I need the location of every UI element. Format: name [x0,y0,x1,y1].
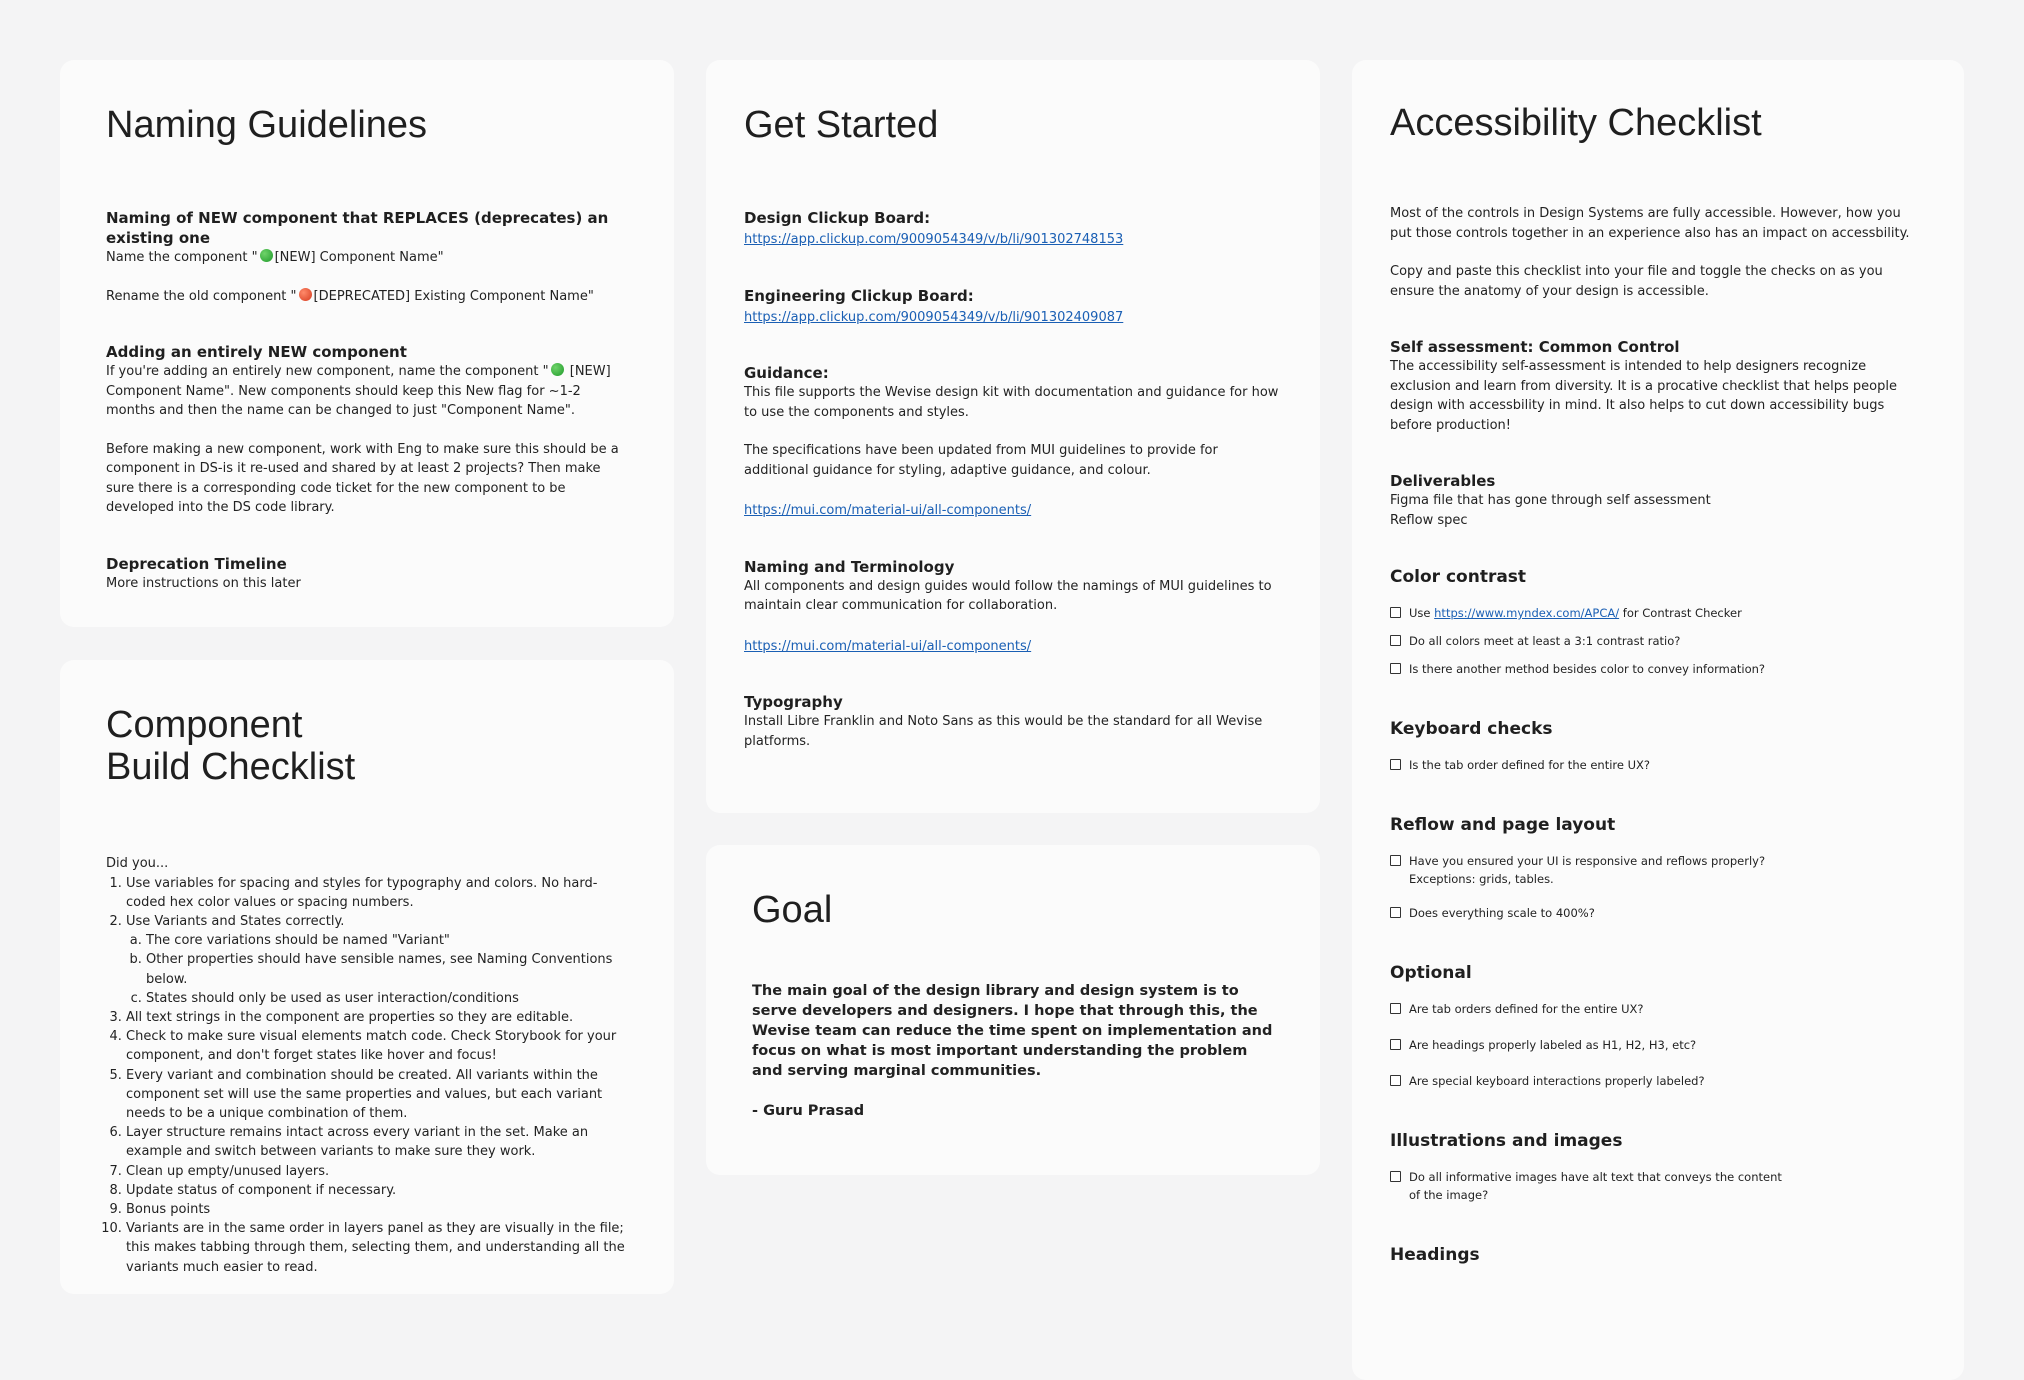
list-item: 2. Use Variants and States correctly. a. The core variations should be named "Variant" b. Other properties should have sensible names, see Naming Conventions below. c. States should only be used as user interaction/conditions [126,912,628,1008]
naming-mui-link[interactable]: https://mui.com/material-ui/all-components/ [744,638,1032,654]
naming-deprecated-rule: Rename the old component " [DEPRECATED] Existing Component Name" [106,288,594,304]
naming-new-heading: Adding an entirely NEW component [106,343,407,361]
list-item: 3. All text strings in the component are properties so they are editable. [126,1008,628,1027]
sub-list-item: c. States should only be used as user interaction/conditions [146,989,628,1008]
naming-new-rule: Name the component " [NEW] Component Name" [106,250,444,265]
design-board-heading: Design Clickup Board: [744,209,931,227]
checklist-item: Use https://www.myndex.com/APCA/ for Contrast Checker [1390,604,1926,622]
build-checklist-list [106,874,628,1277]
list-item: 8. Update status of component if necessary. [126,1181,628,1200]
checkbox[interactable] [1390,1003,1401,1014]
build-checklist-title-line2: Build Checklist [106,746,356,788]
checkbox[interactable] [1390,1075,1401,1086]
list-item: 4. Check to make sure visual elements match code. Check Storybook for your component, and don't forget states like hover and focus! [126,1027,628,1065]
guidance-paragraph-2: The specifications have been updated from MUI guidelines to provide for additional guidance for styling, adaptive guidance, and colour. [744,443,1218,478]
checkbox[interactable] [1390,635,1401,646]
reflow-heading: Reflow and page layout [1390,815,1616,835]
illustrations-heading: Illustrations and images [1390,1131,1623,1151]
naming-guidelines-title: Naming Guidelines [106,104,428,146]
deliverable-item: Reflow spec [1390,512,1468,528]
list-item: 5. Every variant and combination should be created. All variants within the component set will use the same properties and values, but each variant needs to be a unique combination of them. [126,1066,628,1124]
accessibility-intro-1: Most of the controls in Design Systems are fully accessible. However, how you put those controls together in an experience also has an impact on accessbility. [1390,206,1910,241]
self-assessment-heading: Self assessment: Common Control [1390,338,1680,356]
get-started-card [706,60,1320,813]
checklist-item: Does everything scale to 400%? [1390,904,1926,922]
checklist-item: Do all colors meet at least a 3:1 contrast ratio? [1390,632,1926,650]
checklist-item: Are headings properly labeled as H1, H2, H3, etc? [1390,1036,1926,1054]
naming-terminology-heading: Naming and Terminology [744,557,955,576]
guidance-paragraph-1: This file supports the Wevise design kit with documentation and guidance for how to use the components and styles. [744,385,1279,420]
typography-heading: Typography [744,693,843,711]
list-item: 1. Use variables for spacing and styles for typography and colors. No hard-coded hex color values or spacing numbers. [126,874,628,912]
deprecation-timeline-heading: Deprecation Timeline [106,554,287,573]
goal-statement: The main goal of the design library and design system is to serve developers and designers. I hope that through this, the Wevise team can reduce the time spent on implementation and focus on what is most important understanding the problem and serving marginal communities. [752,983,1273,1079]
accessibility-checklist-card [1352,60,1964,1380]
goal-card [706,845,1320,1175]
design-board-link[interactable]: https://app.clickup.com/9009054349/v/b/li/901302748153 [744,232,1124,247]
accessibility-intro-2: Copy and paste this checklist into your file and toggle the checks on as you ensure the anatomy of your design is accessible. [1390,264,1883,299]
checklist-item: Are special keyboard interactions properly labeled? [1390,1072,1926,1090]
sub-list-item: a. The core variations should be named "Variant" [146,931,628,950]
goal-title: Goal [752,889,833,931]
list-item: 10. Variants are in the same order in layers panel as they are visually in the file; this makes tabbing through them, selecting them, and understanding all the variants much easier to read. [126,1219,628,1277]
apca-link[interactable]: https://www.myndex.com/APCA/ [1434,606,1620,620]
guidance-mui-link[interactable]: https://mui.com/material-ui/all-components/ [744,503,1032,518]
build-checklist-card [60,660,674,1294]
keyboard-checks-heading: Keyboard checks [1390,719,1553,739]
checkbox[interactable] [1390,663,1401,674]
list-item: 9. Bonus points [126,1200,628,1219]
naming-guidelines-card [60,60,674,627]
naming-new-paragraph: If you're adding an entirely new component, name the component " [NEW] Component Name". New components should keep this New flag for ~1-2 months and then the name can be changed to just "Component Name". [106,364,611,418]
deliverables-heading: Deliverables [1390,472,1496,490]
engineering-board-link[interactable]: https://app.clickup.com/9009054349/v/b/li/901302409087 [744,309,1124,325]
naming-new-paragraph-2: Before making a new component, work with Eng to make sure this should be a component in DS-is it re-used and shared by at least 2 projects? Then make sure there is a corresponding code ticket for the new component to be developed into the DS code library. [106,441,619,515]
typography-text: Install Libre Franklin and Noto Sans as this would be the standard for all Wevise platforms. [744,714,1263,749]
get-started-title: Get Started [744,104,939,146]
headings-heading: Headings [1390,1245,1480,1265]
self-assessment-text: The accessibility self-assessment is intended to help designers recognize exclusion and learn from diversity. It is a procative checklist that helps people design with accessbility in mind. It also helps to cut down accessibility bugs before production! [1390,359,1897,433]
deliverable-item: Figma file that has gone through self assessment [1390,493,1711,508]
green-circle-icon [260,249,273,262]
list-item: 7. Clean up empty/unused layers. [126,1162,628,1181]
checkbox[interactable] [1390,855,1401,866]
checklist-item: Is there another method besides color to convey information? [1390,660,1926,678]
checkbox[interactable] [1390,759,1401,770]
checkbox[interactable] [1390,607,1401,618]
sub-list-item: b. Other properties should have sensible names, see Naming Conventions below. [146,950,628,988]
checklist-item: Do all informative images have alt text that conveys the content of the image? [1390,1168,1790,1204]
guidance-heading: Guidance: [744,364,829,382]
naming-replace-heading: Naming of NEW component that REPLACES (deprecates) an existing one [106,209,609,247]
build-checklist-intro: Did you... [106,856,169,871]
green-circle-icon [551,363,564,376]
red-circle-icon [299,288,312,301]
checklist-item: Is the tab order defined for the entire UX? [1390,756,1926,774]
engineering-board-heading: Engineering Clickup Board: [744,286,974,305]
goal-author: - Guru Prasad [752,1103,865,1119]
build-checklist-title-line1: Component [106,704,303,746]
checklist-item: Are tab orders defined for the entire UX? [1390,1000,1926,1018]
checkbox[interactable] [1390,907,1401,918]
checklist-item: Have you ensured your UI is responsive and reflows properly? Exceptions: grids, tables. [1390,852,1926,888]
accessibility-checklist-title: Accessibility Checklist [1390,102,1762,144]
color-contrast-heading: Color contrast [1390,567,1527,587]
optional-heading: Optional [1390,963,1472,983]
deprecation-timeline-text: More instructions on this later [106,575,301,591]
list-item: 6. Layer structure remains intact across every variant in the set. Make an example and switch between variants to make sure they work. [126,1123,628,1161]
checkbox[interactable] [1390,1171,1401,1182]
checkbox[interactable] [1390,1039,1401,1050]
naming-terminology-text: All components and design guides would follow the namings of MUI guidelines to maintain clear communication for collaboration. [744,578,1272,613]
